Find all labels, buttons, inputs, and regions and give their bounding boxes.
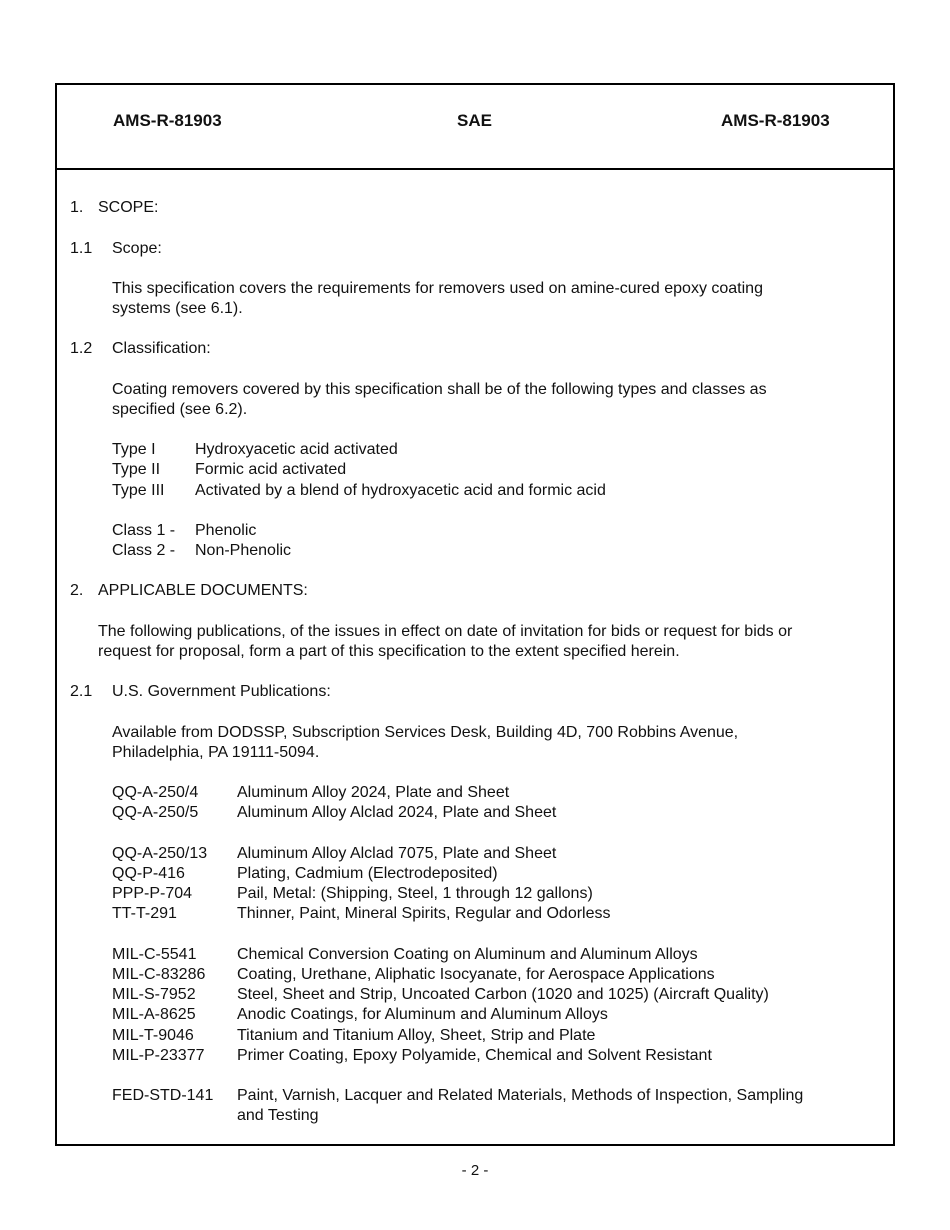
doc-title: Anodic Coatings, for Aluminum and Aluminum Alloys — [237, 1006, 608, 1023]
doc-title: Coating, Urethane, Aliphatic Isocyanate, for Aerospace Applications — [237, 966, 715, 983]
doc-code: MIL-P-23377 — [112, 1047, 205, 1064]
doc-title-continuation: and Testing — [237, 1107, 319, 1124]
header-org: SAE — [457, 111, 492, 130]
section-2-text: The following publications, of the issues in effect on date of invitation for bids or request for bids or — [98, 623, 793, 640]
type-code: Type II — [112, 461, 161, 478]
doc-title: Titanium and Titanium Alloy, Sheet, Strip and Plate — [237, 1027, 596, 1044]
doc-code: PPP-P-704 — [112, 885, 193, 902]
section-1-1-title: Scope: — [112, 240, 162, 257]
header-doc-id-right: AMS-R-81903 — [721, 111, 830, 130]
class-desc: Phenolic — [195, 522, 257, 539]
class-code: Class 2 - — [112, 542, 176, 559]
class-desc: Non-Phenolic — [195, 542, 292, 559]
doc-code: QQ-A-250/13 — [112, 845, 208, 862]
doc-code: MIL-T-9046 — [112, 1027, 194, 1044]
doc-title: Primer Coating, Epoxy Polyamide, Chemical and Solvent Resistant — [237, 1047, 712, 1064]
type-desc: Formic acid activated — [195, 461, 347, 478]
doc-title: Aluminum Alloy Alclad 2024, Plate and Sheet — [237, 804, 557, 821]
doc-title: Thinner, Paint, Mineral Spirits, Regular and Odorless — [237, 905, 611, 922]
doc-code: MIL-C-5541 — [112, 946, 197, 963]
page-number: - 2 - — [461, 1162, 489, 1179]
doc-title: Paint, Varnish, Lacquer and Related Materials, Methods of Inspection, Sampling — [237, 1087, 804, 1104]
section-2-text: request for proposal, form a part of this specification to the extent specified herein. — [98, 643, 680, 660]
section-2-number: 2. — [70, 582, 84, 599]
type-code: Type III — [112, 482, 165, 499]
doc-title: Chemical Conversion Coating on Aluminum and Aluminum Alloys — [237, 946, 698, 963]
section-1-2-number: 1.2 — [70, 340, 93, 357]
doc-title: Aluminum Alloy 2024, Plate and Sheet — [237, 784, 510, 801]
section-2-1-text: Philadelphia, PA 19111-5094. — [112, 744, 320, 761]
section-2-1-number: 2.1 — [70, 683, 93, 700]
doc-code: MIL-C-83286 — [112, 966, 206, 983]
doc-code: QQ-A-250/5 — [112, 804, 199, 821]
doc-title: Pail, Metal: (Shipping, Steel, 1 through 12 gallons) — [237, 885, 593, 902]
doc-title: Aluminum Alloy Alclad 7075, Plate and Sheet — [237, 845, 557, 862]
doc-code: MIL-S-7952 — [112, 986, 196, 1003]
type-desc: Hydroxyacetic acid activated — [195, 441, 398, 458]
section-1-1-text: This specification covers the requirements for removers used on amine-cured epoxy coating — [112, 280, 763, 297]
type-code: Type I — [112, 441, 156, 458]
section-2-1-text: Available from DODSSP, Subscription Services Desk, Building 4D, 700 Robbins Avenue, — [112, 724, 739, 741]
doc-code: FED-STD-141 — [112, 1087, 214, 1104]
section-2-title: APPLICABLE DOCUMENTS: — [98, 582, 308, 599]
section-1-2-text: specified (see 6.2). — [112, 401, 248, 418]
section-1-2-text: Coating removers covered by this specification shall be of the following types and classes as — [112, 381, 767, 398]
class-code: Class 1 - — [112, 522, 176, 539]
doc-code: MIL-A-8625 — [112, 1006, 196, 1023]
section-2-1-title: U.S. Government Publications: — [112, 683, 331, 700]
doc-code: QQ-P-416 — [112, 865, 185, 882]
doc-title: Plating, Cadmium (Electrodeposited) — [237, 865, 498, 882]
doc-title: Steel, Sheet and Strip, Uncoated Carbon (1020 and 1025) (Aircraft Quality) — [237, 986, 769, 1003]
doc-code: TT-T-291 — [112, 905, 177, 922]
section-1-title: SCOPE: — [98, 199, 159, 216]
doc-code: QQ-A-250/4 — [112, 784, 199, 801]
section-1-2-title: Classification: — [112, 340, 211, 357]
section-1-1-text: systems (see 6.1). — [112, 300, 243, 317]
header-doc-id-left: AMS-R-81903 — [113, 111, 222, 130]
type-desc: Activated by a blend of hydroxyacetic acid and formic acid — [195, 482, 606, 499]
section-1-number: 1. — [70, 199, 84, 216]
page-header — [57, 85, 893, 170]
section-1-1-number: 1.1 — [70, 240, 93, 257]
